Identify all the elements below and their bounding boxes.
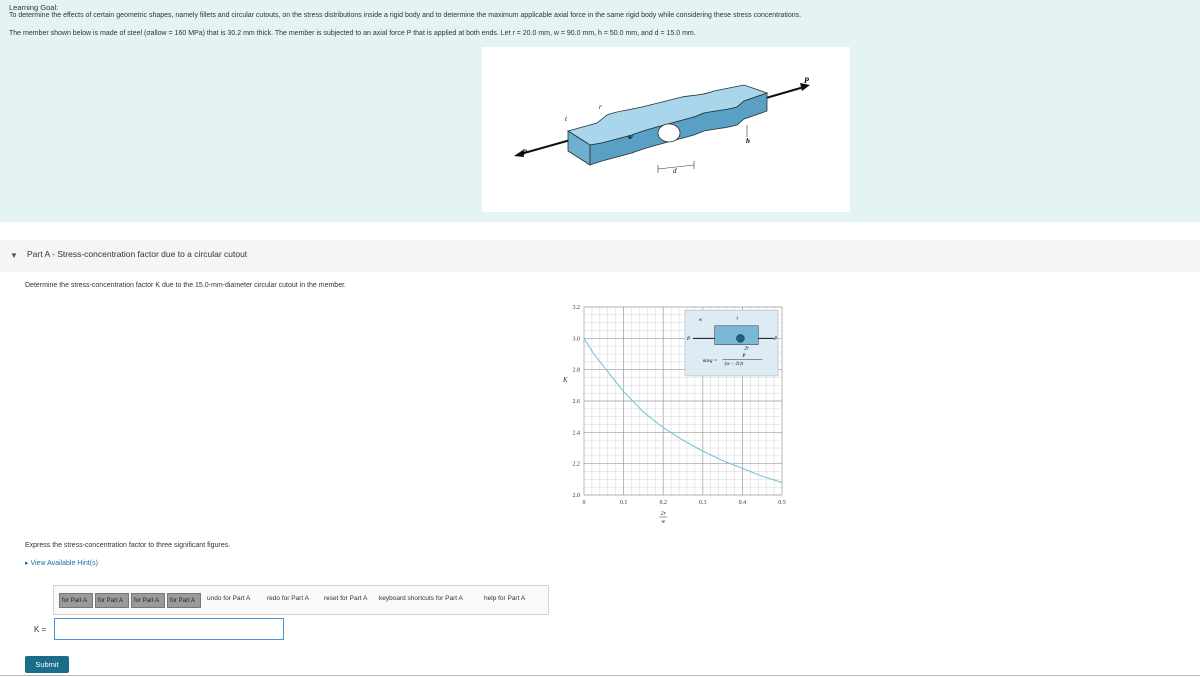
help-button[interactable]: help for Part A — [484, 595, 526, 602]
learning-goal-heading: Learning Goal: — [9, 3, 59, 12]
stress-concentration-chart — [557, 297, 807, 537]
express-instruction: Express the stress-concentration factor to three significant figures. — [25, 542, 231, 549]
problem-statement: The member shown below is made of steel (σallow = 160 MPa) that is 30.2 mm thick. The member is subjected to an axial force P that is applied at both ends. Let r = 20.0 mm, w = 90.0 mm, h = 50.0 mm, and d = 15.0 mm. — [9, 30, 696, 37]
redo-button[interactable]: redo for Part A — [267, 595, 309, 602]
inset-formula-numerator: P — [742, 354, 746, 360]
learning-goal-panel — [0, 0, 1200, 222]
label-d: d — [673, 167, 677, 175]
inset-hole — [736, 334, 744, 342]
y-tick-label: 2.8 — [572, 367, 580, 374]
label-p-left: P — [522, 148, 527, 157]
label-t: t — [565, 115, 567, 123]
y-tick-label: 3.2 — [572, 305, 580, 311]
template-button-4[interactable]: for Part A — [167, 593, 201, 608]
template-button-2[interactable]: for Part A — [95, 593, 129, 608]
x-axis-label-numerator: 2r — [660, 511, 666, 517]
part-a-prompt: Determine the stress-concentration factor K due to the 15.0-mm-diameter circular cutout in the member. — [25, 282, 346, 289]
bottom-divider — [0, 675, 1200, 676]
y-tick-label: 2.2 — [572, 461, 580, 468]
y-tick-label: 3.0 — [572, 336, 580, 343]
x-tick-label: 0.2 — [659, 500, 667, 506]
x-tick-label: 0 — [582, 500, 586, 506]
part-a-header[interactable] — [0, 240, 1200, 272]
x-tick-label: 0.5 — [778, 500, 786, 506]
y-tick-label: 2.4 — [572, 430, 580, 437]
x-axis-label-denominator: w — [661, 519, 666, 525]
y-tick-label: 2.0 — [572, 493, 580, 499]
circular-cutout — [658, 124, 680, 142]
collapse-triangle-icon[interactable]: ▼ — [10, 251, 18, 260]
chart-svg — [557, 297, 807, 537]
x-tick-label: 0.3 — [699, 500, 707, 506]
template-button-1[interactable]: for Part A — [59, 593, 93, 608]
part-a-title: Part A - Stress-concentration factor due to a circular cutout — [27, 249, 248, 259]
inset-label-p-left: P — [686, 336, 691, 342]
view-hints-link[interactable]: ▸ View Available Hint(s) — [25, 560, 98, 567]
label-w: w — [628, 133, 633, 141]
inset-formula-denominator: (w − 2r)t — [724, 361, 743, 367]
inset-label-p-right: P — [774, 336, 778, 342]
submit-button[interactable]: Submit — [25, 656, 69, 673]
inset-label-2r: 2r — [744, 346, 749, 352]
learning-goal-description: To determine the effects of certain geometric shapes, namely fillets and circular cutouts, on the stress distributions inside a rigid body and to determine the maximum applicable axial force in the same rigid body while considering these stress concentrations. — [9, 12, 802, 19]
member-figure — [482, 47, 850, 212]
answer-label: K = — [34, 625, 47, 634]
inset-label-w: w — [698, 318, 703, 324]
math-toolbar — [53, 585, 549, 615]
template-button-3[interactable]: for Part A — [131, 593, 165, 608]
inset-formula-lhs: σavg = — [702, 358, 718, 364]
force-arrow-right — [766, 87, 804, 98]
label-r: r — [599, 103, 602, 111]
keyboard-shortcuts-button[interactable]: keyboard shortcuts for Part A — [379, 595, 463, 602]
y-axis-label: K — [563, 376, 568, 385]
label-p-right: P — [804, 76, 809, 85]
answer-input[interactable] — [54, 618, 284, 640]
member-diagram — [482, 47, 850, 212]
x-tick-label: 0.1 — [619, 500, 628, 506]
label-h: h — [746, 137, 750, 145]
reset-button[interactable]: reset for Part A — [324, 595, 368, 602]
inset-label-t: t — [736, 316, 738, 322]
y-tick-label: 2.6 — [572, 399, 580, 405]
x-tick-label: 0.4 — [738, 500, 747, 506]
inset-plate — [715, 326, 759, 345]
undo-button[interactable]: undo for Part A — [207, 595, 251, 602]
